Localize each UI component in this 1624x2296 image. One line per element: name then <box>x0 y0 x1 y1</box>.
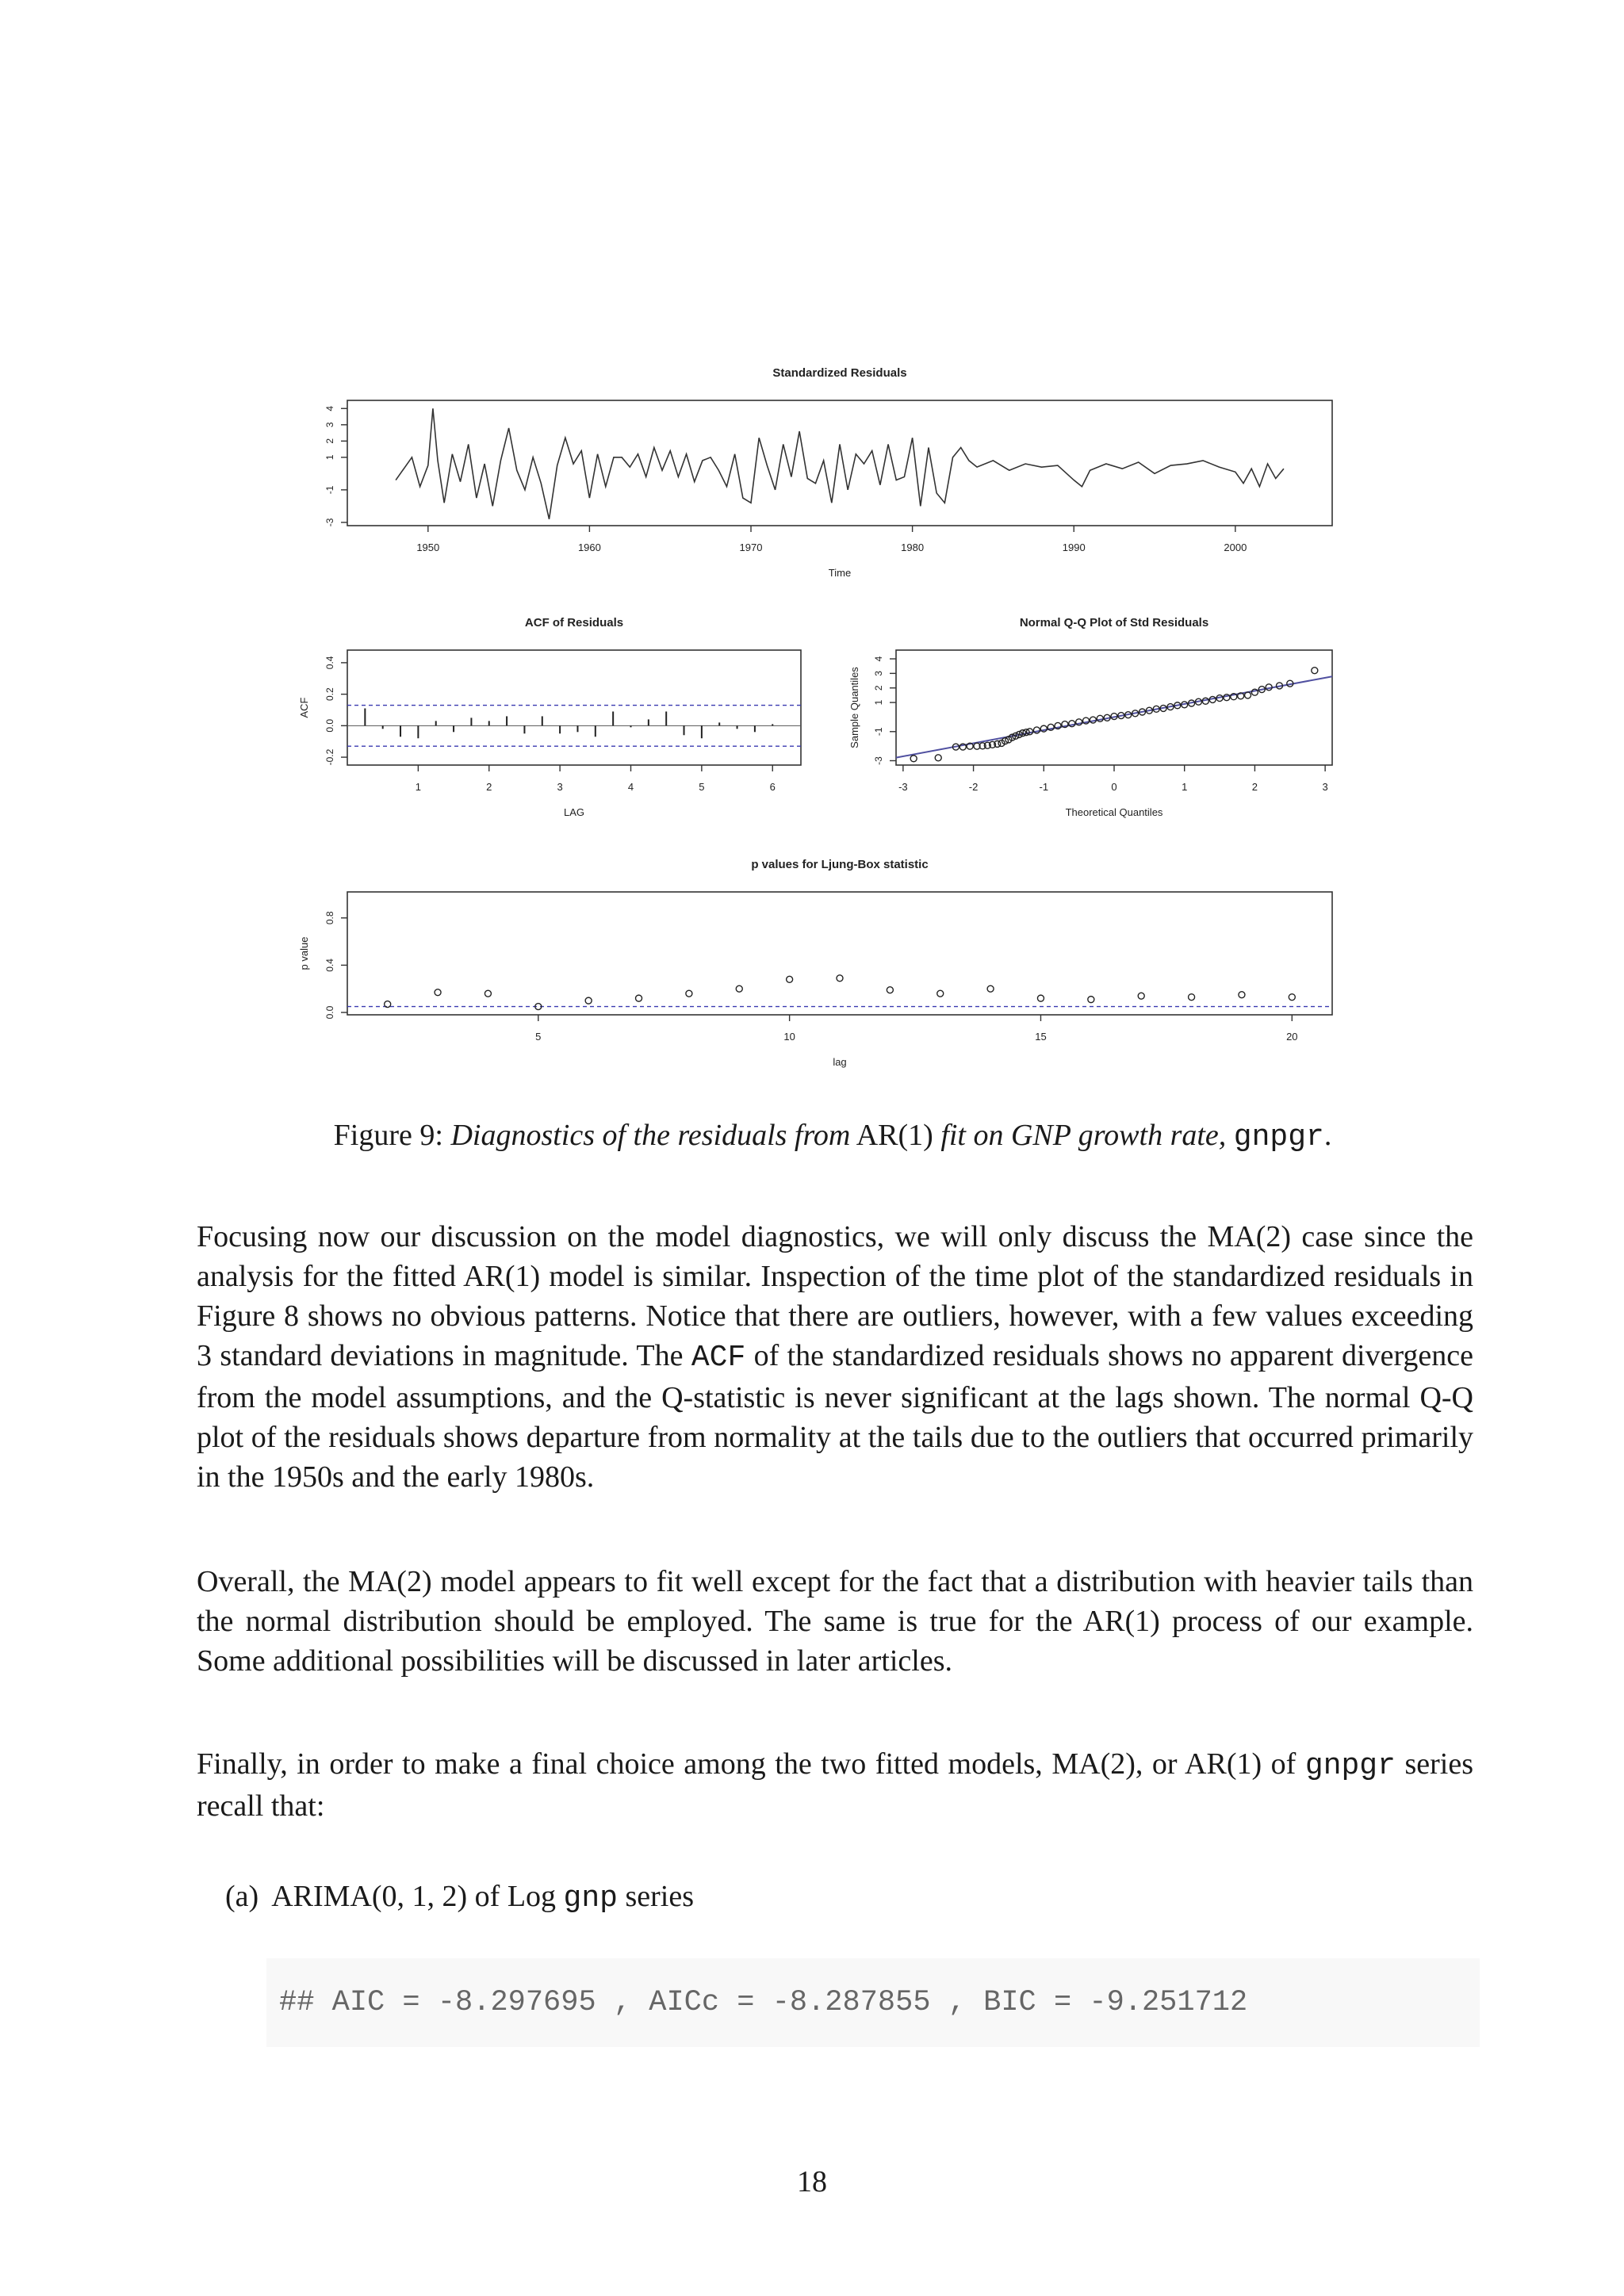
p3-text-b: series recall that: <box>197 1747 1473 1823</box>
ljungbox-point <box>987 985 994 992</box>
list-item-code: gnp <box>563 1881 618 1915</box>
acf-xtick-label: 6 <box>769 781 776 793</box>
paragraph-final-choice <box>197 1744 1473 1826</box>
qq-xtick-label: -1 <box>1039 781 1049 793</box>
qq-point <box>1224 695 1230 701</box>
qq-xlabel: Theoretical Quantiles <box>1065 806 1163 818</box>
residuals-ytick-label: 3 <box>324 422 335 428</box>
acf-title: ACF of Residuals <box>524 616 624 629</box>
qq-xtick-label: -2 <box>968 781 979 793</box>
qq-reference-line <box>896 676 1332 757</box>
qq-xtick-label: -3 <box>898 781 908 793</box>
ljungbox-xtick-label: 15 <box>1035 1031 1047 1043</box>
ljungbox-point <box>385 1001 391 1008</box>
residuals-ytick-label: 2 <box>324 438 335 444</box>
p2-text: Overall, the MA(2) model appears to fit well except for the fact that a distribution with heavier tails than the normal distribution should be employed. The same is true for the AR(1) process of our example. Some additional possibilities will be discussed in later articles. <box>197 1565 1473 1678</box>
qq-xtick-label: 3 <box>1322 781 1328 793</box>
ljungbox-point <box>887 987 893 993</box>
qq-point <box>1069 721 1075 727</box>
ljungbox-xtick-label: 5 <box>535 1031 542 1043</box>
ljungbox-xtick-label: 10 <box>783 1031 795 1043</box>
code-output-block <box>266 1958 1480 2047</box>
caption-italic-a: Diagnostics of the residuals from <box>450 1119 851 1152</box>
p1-code-acf: ACF <box>691 1341 746 1375</box>
caption-label: Figure 9: <box>333 1119 443 1152</box>
ljungbox-point <box>736 985 742 992</box>
list-item-label: (a) <box>225 1880 259 1913</box>
residuals-xtick-label: 1980 <box>901 541 925 553</box>
residuals-ytick-label: 1 <box>324 454 335 461</box>
ljungbox-point <box>435 989 441 996</box>
ljungbox-ytick-label: 0.4 <box>324 959 335 972</box>
caption-model: AR(1) <box>856 1119 933 1152</box>
paragraph-overall <box>197 1562 1473 1681</box>
acf-ylabel: ACF <box>298 697 310 718</box>
code-output-text: ## AIC = -8.297695 , AICc = -8.287855 , BIC = -9.251712 <box>279 1986 1248 2019</box>
residuals-xtick-label: 1990 <box>1062 541 1086 553</box>
qq-point <box>1033 727 1040 733</box>
p1-text-a: Focusing now our discussion on the model diagnostics, we will only discuss the MA(2) case since the analysis for the fitted AR(1) model is similar. Inspection of the time plot of the standardized residuals in Figure 8 shows no obvious patterns. Notice that there are outliers, however, with a few values exceeding 3 standard deviations in magnitude. The <box>197 1220 1473 1372</box>
residuals-xtick-label: 1970 <box>739 541 763 553</box>
acf-xtick-label: 2 <box>486 781 492 793</box>
qq-ytick-label: 4 <box>873 656 884 662</box>
paragraph-model-diagnostics <box>197 1217 1473 1497</box>
qq-point <box>910 756 917 762</box>
qq-ylabel: Sample Quantiles <box>848 667 860 748</box>
caption-code: gnpgr <box>1233 1120 1324 1154</box>
ljungbox-point <box>787 976 793 982</box>
ljungbox-point <box>1037 995 1044 1001</box>
p1-text-b: of the standardized residuals shows no apparent divergence from the model assumptions, and the Q-statistic is never significant at the lags shown. The normal Q-Q plot of the residuals shows departure from normality at the tails due to the outliers that occurred primarily in the 1950s and the early 1980s. <box>197 1339 1474 1494</box>
acf-ytick-label: 0.2 <box>324 687 335 701</box>
ljungbox-point <box>837 975 843 982</box>
ljungbox-ylabel: p value <box>298 936 310 970</box>
acf-frame <box>347 650 801 765</box>
ljungbox-point <box>937 990 944 997</box>
diagnostics-figure-svg <box>285 361 1348 1074</box>
figure-caption <box>198 1118 1467 1154</box>
ljungbox-ytick-label: 0.0 <box>324 1005 335 1020</box>
ljungbox-point <box>1239 992 1245 998</box>
qq-xtick-label: 2 <box>1251 781 1258 793</box>
qq-point <box>1312 668 1318 674</box>
ljungbox-point <box>1088 997 1094 1003</box>
acf-xtick-label: 3 <box>557 781 563 793</box>
acf-ytick-label: -0.2 <box>324 748 335 766</box>
ljungbox-point <box>1138 993 1144 999</box>
list-item-text-b: series <box>617 1880 694 1913</box>
ljungbox-point <box>686 990 692 997</box>
residuals-ytick-label: -3 <box>324 518 335 527</box>
ljungbox-point <box>1289 994 1295 1001</box>
acf-xtick-label: 4 <box>627 781 634 793</box>
qq-xtick-label: 1 <box>1182 781 1188 793</box>
ljungbox-ytick-label: 0.8 <box>324 911 335 925</box>
caption-end: . <box>1323 1119 1332 1152</box>
acf-ytick-label: 0.4 <box>324 656 335 670</box>
residuals-ytick-label: 4 <box>324 405 335 411</box>
qq-ytick-label: 3 <box>873 671 884 676</box>
acf-xlabel: LAG <box>563 806 585 818</box>
residuals-xtick-label: 1950 <box>416 541 440 553</box>
list-item-text-a: ARIMA(0, 1, 2) of Log <box>271 1880 564 1913</box>
residuals-series-line <box>396 408 1284 519</box>
ljungbox-point <box>1189 994 1195 1001</box>
acf-xtick-label: 5 <box>699 781 705 793</box>
residuals-frame <box>347 400 1332 526</box>
acf-ytick-label: 0.0 <box>324 718 335 733</box>
ljungbox-point <box>585 997 592 1004</box>
ljungbox-xtick-label: 20 <box>1286 1031 1298 1043</box>
ljungbox-point <box>636 995 642 1001</box>
qq-ytick-label: -1 <box>873 727 884 737</box>
p3-code-gnpgr: gnpgr <box>1304 1749 1396 1783</box>
qq-point <box>935 755 941 761</box>
ljungbox-point <box>485 990 491 997</box>
list-item-a <box>225 1879 694 1915</box>
qq-ytick-label: -3 <box>873 756 884 765</box>
qq-frame <box>896 650 1332 765</box>
acf-xtick-label: 1 <box>415 781 421 793</box>
qq-ytick-label: 2 <box>873 685 884 691</box>
residuals-title: Standardized Residuals <box>772 366 907 380</box>
p3-text-a: Finally, in order to make a final choice among the two fitted models, MA(2), or AR(1) of <box>197 1747 1305 1781</box>
caption-italic-b: fit on GNP growth rate, <box>940 1119 1227 1152</box>
residuals-ytick-label: -1 <box>324 485 335 495</box>
diagnostics-figure <box>285 361 1348 1074</box>
residuals-xlabel: Time <box>828 567 852 579</box>
page-number: 18 <box>797 2165 827 2198</box>
qq-xtick-label: 0 <box>1111 781 1117 793</box>
ljungbox-xlabel: lag <box>833 1056 847 1068</box>
ljungbox-frame <box>347 892 1332 1015</box>
residuals-xtick-label: 2000 <box>1224 541 1247 553</box>
qq-title: Normal Q-Q Plot of Std Residuals <box>1019 616 1209 629</box>
qq-point <box>1245 692 1251 698</box>
ljungbox-title: p values for Ljung-Box statistic <box>751 858 929 871</box>
qq-ytick-label: 1 <box>873 699 884 706</box>
residuals-xtick-label: 1960 <box>577 541 601 553</box>
